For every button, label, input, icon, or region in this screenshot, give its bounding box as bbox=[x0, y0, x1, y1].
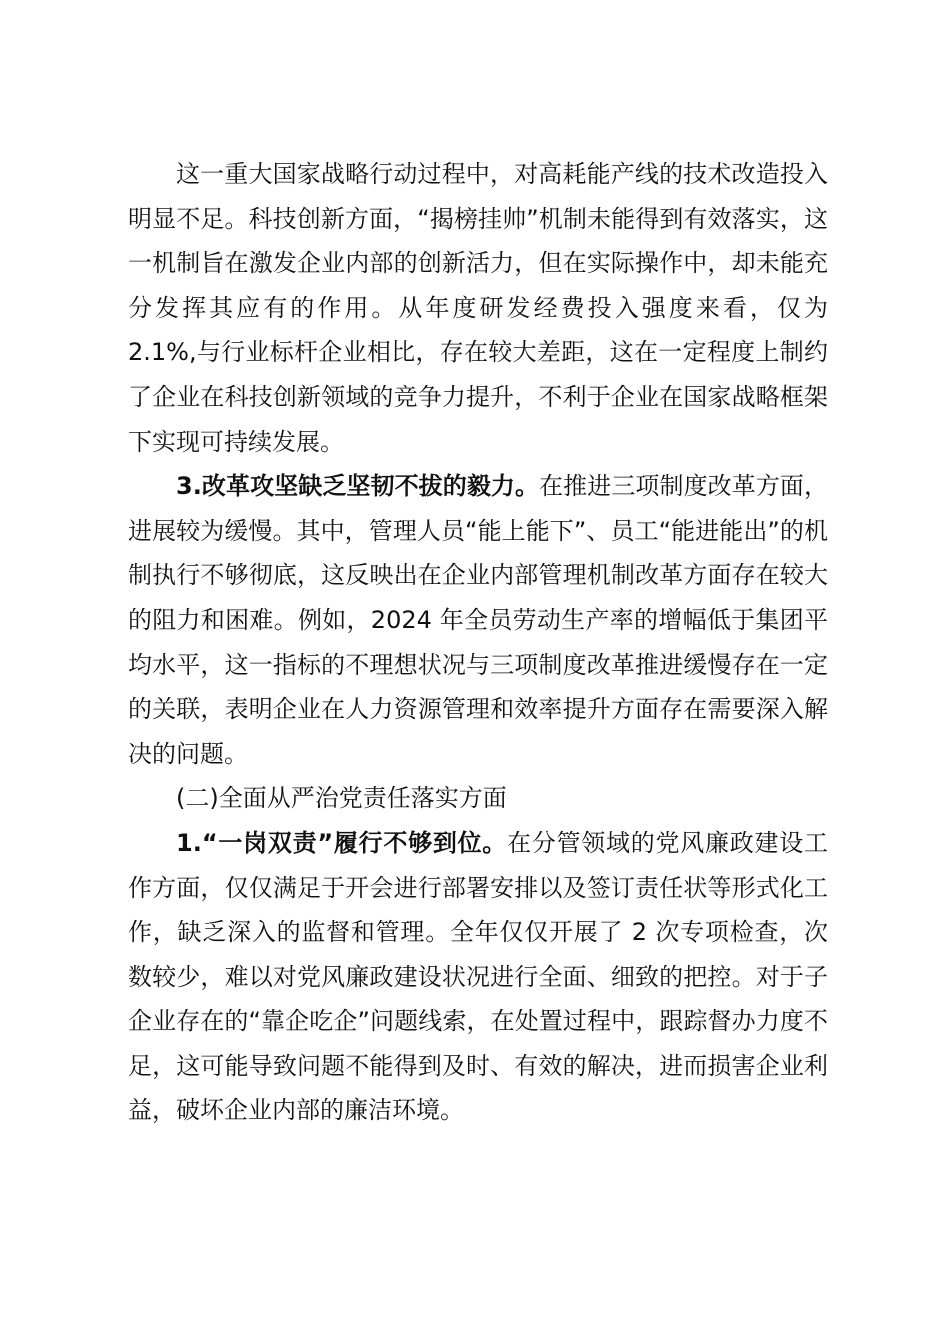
section-heading bbox=[128, 776, 828, 821]
document-body bbox=[128, 152, 828, 1133]
section-heading-text: (二)全面从严治党责任落实方面 bbox=[176, 784, 507, 813]
paragraph-reform bbox=[128, 464, 828, 776]
paragraph-text: 这一重大国家战略行动过程中，对高耗能产线的技术改造投入明显不足。科技创新方面，“揭榜挂帅”机制未能得到有效落实，这一机制旨在激发企业内部的创新活力，但在实际操作中，却未能充分发挥其应有的作用。从年度研发经费投入强度来看，仅为 2.1%,与行业标杆企业相比，存在较大差距，这在一定程度上制约了企业在科技创新领域的竞争力提升，不利于企业在国家战略框架下实现可持续发展。 bbox=[128, 160, 828, 456]
paragraph-text: 在分管领域的党风廉政建设工作方面，仅仅满足于开会进行部署安排以及签订责任状等形式化工作，缺乏深入的监督和管理。全年仅仅开展了 2 次专项检查，次数较少，难以对党风廉政建设状况进行全面、细致的把控。对于子企业存在的“靠企吃企”问题线索，在处置过程中，跟踪督办力度不足，这可能导致问题不能得到及时、有效的解决，进而损害企业利益，破坏企业内部的廉洁环境。 bbox=[128, 828, 829, 1125]
paragraph-bold-lead: 3.改革攻坚缺乏坚韧不拔的毅力。 bbox=[176, 472, 540, 501]
paragraph-text: 在推进三项制度改革方面，进展较为缓慢。其中，管理人员“能上能下”、员工“能进能出”的机制执行不够彻底，这反映出在企业内部管理机制改革方面存在较大的阻力和困难。例如，2024 年全员劳动生产率的增幅低于集团平均水平，这一指标的不理想状况与三项制度改革推进缓慢存在一定的关联，表明企业在人力资源管理和效率提升方面存在需要深入解决的问题。 bbox=[128, 472, 828, 768]
paragraph-bold-lead: 1.“一岗双责”履行不够到位。 bbox=[176, 828, 508, 857]
paragraph-tech-innovation bbox=[128, 152, 828, 464]
paragraph-responsibility bbox=[128, 821, 828, 1133]
